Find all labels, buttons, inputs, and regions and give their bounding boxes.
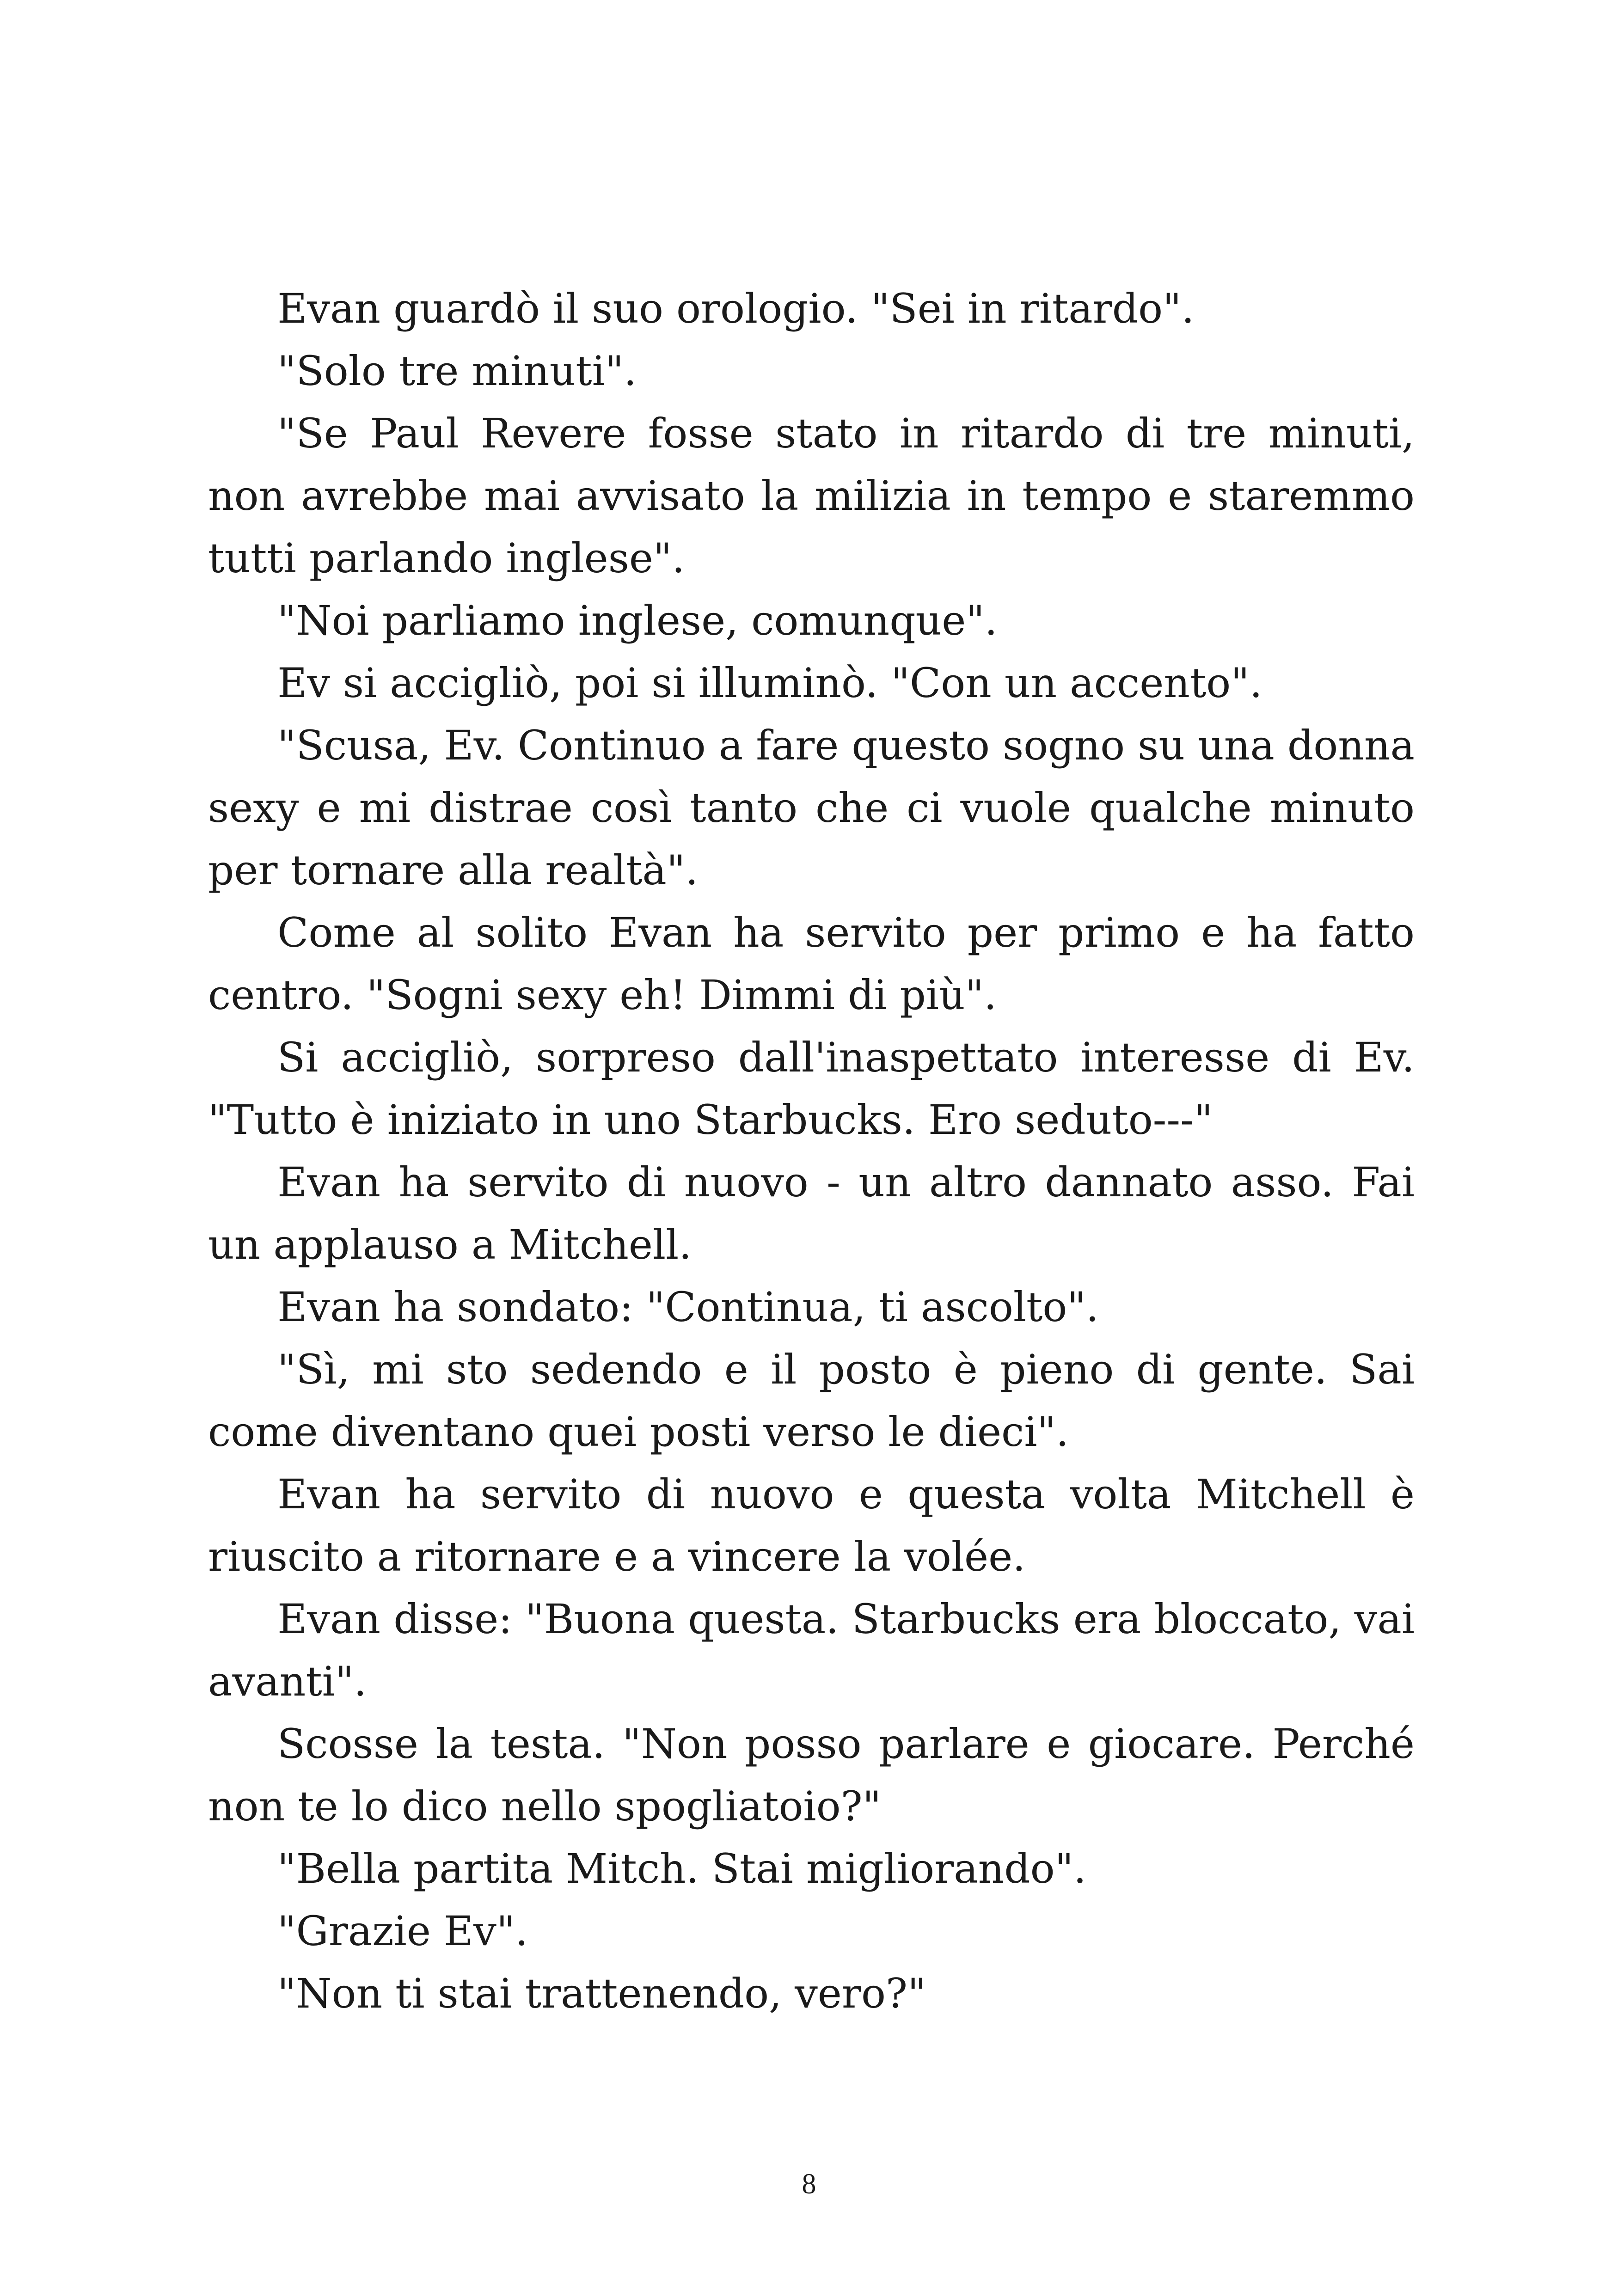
paragraph: Evan guardò il suo orologio. "Sei in ritardo". <box>277 285 1195 332</box>
paragraph: "Sì, mi sto sedendo e il posto è pieno di gente. Sai come diventano quei posti verso le dieci". <box>208 1346 1415 1456</box>
paragraph: "Se Paul Revere fosse stato in ritardo di tre minuti, non avrebbe mai avvisato la milizia in tempo e staremmo tutti parlando inglese". <box>208 410 1415 582</box>
paragraph: Evan disse: "Buona questa. Starbucks era bloccato, vai avanti". <box>208 1595 1415 1705</box>
paragraph: Scosse la testa. "Non posso parlare e giocare. Perché non te lo dico nello spogliatoio?" <box>208 1720 1415 1830</box>
paragraph: "Non ti stai trattenendo, vero?" <box>277 1970 926 2017</box>
paragraph: Ev si accigliò, poi si illuminò. "Con un accento". <box>277 659 1263 707</box>
paragraph: "Solo tre minuti". <box>277 347 637 395</box>
paragraph: Evan ha sondato: "Continua, ti ascolto". <box>277 1283 1099 1331</box>
paragraph: "Scusa, Ev. Continuo a fare questo sogno su una donna sexy e mi distrae così tanto che ci vuole qualche minuto per tornare alla realtà". <box>208 722 1415 894</box>
paragraph: Come al solito Evan ha servito per primo e ha fatto centro. "Sogni sexy eh! Dimmi di più". <box>208 909 1415 1019</box>
paragraph: "Grazie Ev". <box>277 1907 528 1955</box>
paragraph: "Bella partita Mitch. Stai migliorando". <box>277 1845 1087 1892</box>
body-text <box>208 277 1415 2025</box>
paragraph: Evan ha servito di nuovo e questa volta Mitchell è riuscito a ritornare e a vincere la volée. <box>208 1470 1415 1580</box>
page-number: 8 <box>802 2168 816 2200</box>
paragraph: "Noi parliamo inglese, comunque". <box>277 597 998 644</box>
paragraph: Evan ha servito di nuovo - un altro dannato asso. Fai un applauso a Mitchell. <box>208 1158 1415 1268</box>
paragraph: Si accigliò, sorpreso dall'inaspettato interesse di Ev. "Tutto è iniziato in uno Starbucks. Ero seduto---" <box>208 1034 1415 1144</box>
